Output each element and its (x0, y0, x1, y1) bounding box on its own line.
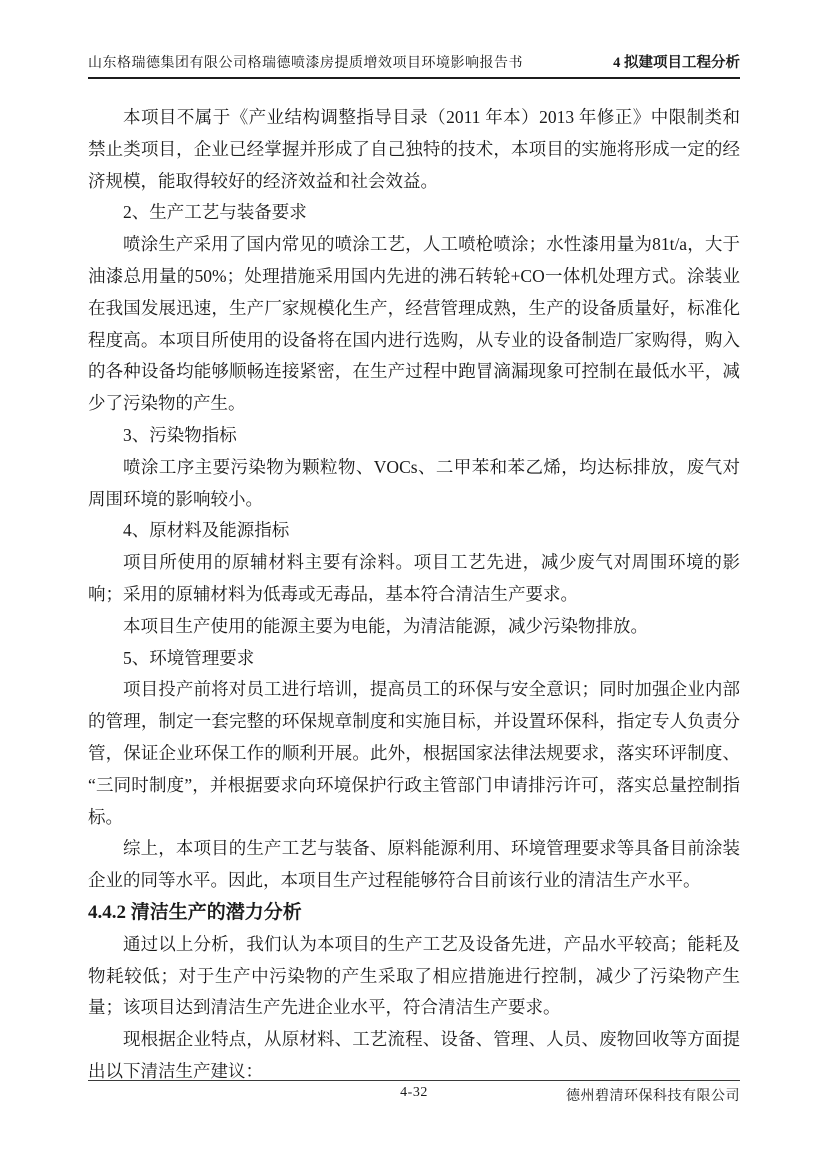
page-number: 4-32 (400, 1085, 428, 1100)
body-paragraph: 项目投产前将对员工进行培训，提高员工的环保与安全意识；同时加强企业内部的管理，制定一套完整的环保规章制度和实施目标，并设置环保科，指定专人负责分管，保证企业环保工作的顺利开展。此外，根据国家法律法规要求，落实环评制度、“三同时制度”，并根据要求向环境保护行政主管部门申请排污许可，落实总量控制指标。 (88, 679, 740, 827)
body-paragraph: 喷涂生产采用了国内常见的喷涂工艺，人工喷枪喷涂；水性漆用量为81t/a，大于油漆总用量的50%；处理措施采用国内先进的沸石转轮+CO一体机处理方式。涂装业在我国发展迅速，生产厂家规模化生产，经营管理成熟，生产的设备质量好，标准化程度高。本项目所使用的设备将在国内进行选购，从专业的设备制造厂家购得，购入的各种设备均能够顺畅连接紧密，在生产过程中跑冒滴漏现象可控制在最低水平，减少了污染物的产生。 (88, 234, 740, 414)
page-header (88, 51, 740, 79)
body-paragraph: 本项目生产使用的能源主要为电能，为清洁能源，减少污染物排放。 (123, 615, 648, 636)
footer-company-name: 德州碧清环保科技有限公司 (566, 1089, 740, 1104)
body-paragraph: 现根据企业特点，从原材料、工艺流程、设备、管理、人员、废物回收等方面提出以下清洁生产建议： (88, 1029, 740, 1081)
numbered-subheading: 3、污染物指标 (123, 424, 237, 445)
document-body (88, 102, 740, 1088)
body-paragraph: 项目所使用的原辅材料主要有涂料。项目工艺先进，减少废气对周围环境的影响；采用的原辅材料为低毒或无毒品，基本符合清洁生产要求。 (88, 552, 740, 604)
header-chapter-title: 4 拟建项目工程分析 (613, 55, 740, 71)
body-paragraph: 本项目不属于《产业结构调整指导目录（2011 年本）2013 年修正》中限制类和禁止类项目，企业已经掌握并形成了自己独特的技术，本项目的实施将形成一定的经济规模，能取得较好的经济效益和社会效益。 (88, 107, 740, 191)
body-paragraph: 喷涂工序主要污染物为颗粒物、VOCs、二甲苯和苯乙烯，均达标排放，废气对周围环境的影响较小。 (88, 456, 740, 509)
body-paragraph: 综上，本项目的生产工艺与装备、原料能源利用、环境管理要求等具备目前涂装企业的同等水平。因此，本项目生产过程能够符合目前该行业的清洁生产水平。 (88, 838, 740, 891)
numbered-subheading: 4、原材料及能源指标 (123, 520, 290, 541)
body-paragraph: 通过以上分析，我们认为本项目的生产工艺及设备先进，产品水平较高；能耗及物耗较低；对于生产中污染物的产生采取了相应措施进行控制，减少了污染物产生量；该项目达到清洁生产先进企业水平，符合清洁生产要求。 (88, 933, 740, 1018)
header-report-title: 山东格瑞德集团有限公司格瑞德喷漆房提质增效项目环境影响报告书 (88, 56, 523, 71)
section-heading-4-4-2: 4.4.2 清洁生产的潜力分析 (88, 901, 302, 923)
numbered-subheading: 2、生产工艺与装备要求 (123, 202, 307, 223)
numbered-subheading: 5、环境管理要求 (123, 647, 255, 668)
page-footer (88, 1080, 740, 1105)
